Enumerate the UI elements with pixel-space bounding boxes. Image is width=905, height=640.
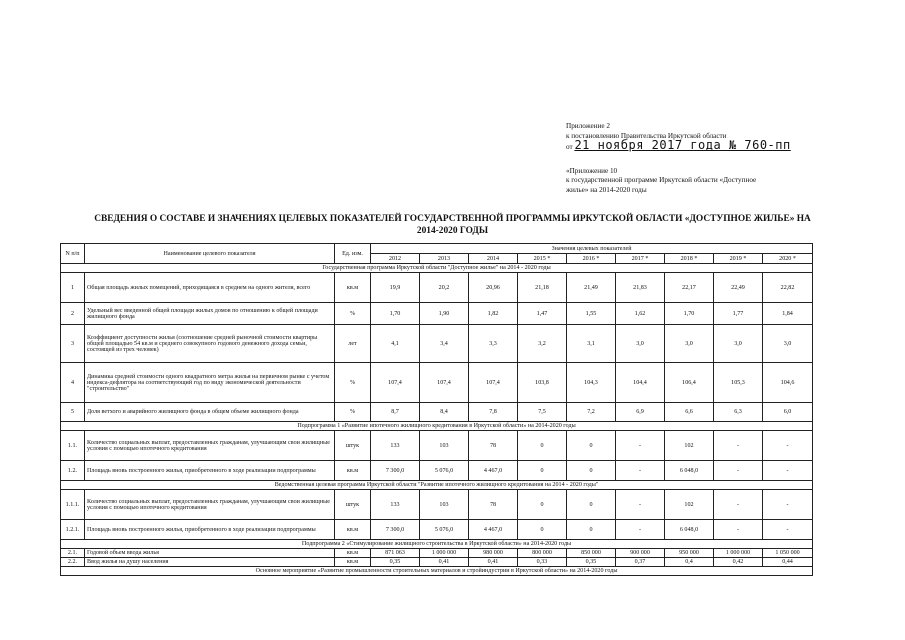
value-cell: 19,9 — [371, 273, 420, 303]
indicator-name: Общая площадь жилых помещений, приходящаяся в среднем на одного жителя, всего — [85, 273, 335, 303]
row-number: 2.2. — [61, 558, 85, 567]
unit-cell: кв.м — [335, 520, 371, 540]
indicator-name: Количество социальных выплат, предоставленных гражданам, улучшающим свои жилищные условия с помощью ипотечного кредитования — [85, 490, 335, 520]
value-cell: - — [714, 520, 763, 540]
value-cell: 900 000 — [616, 549, 665, 558]
value-cell: - — [616, 461, 665, 481]
handwritten-date: 21 ноября 2017 года № 760-пп — [574, 138, 791, 153]
value-cell: - — [714, 431, 763, 461]
value-cell: 5 076,0 — [420, 461, 469, 481]
value-cell: 0,37 — [616, 558, 665, 567]
value-cell: 104,6 — [763, 363, 813, 403]
value-cell: 133 — [371, 431, 420, 461]
section-row — [61, 264, 813, 273]
appendix10-line-3: жилье» на 2014-2020 годы — [566, 185, 647, 194]
value-cell: 7 300,0 — [371, 520, 420, 540]
table-row — [61, 520, 813, 540]
value-cell: 107,4 — [371, 363, 420, 403]
table-row — [61, 303, 813, 325]
year-header-cell: 2013 — [420, 254, 469, 264]
value-cell: 8,7 — [371, 403, 420, 422]
value-cell: 133 — [371, 490, 420, 520]
appendix10-line-2: к государственной программе Иркутской области «Доступное — [566, 176, 757, 185]
section-title: Основное мероприятие «Развитие промышленности строительных материалов и стройиндустрии в Иркутской области» на 2014-2020 годы — [61, 567, 813, 576]
section-title: Государственная программа Иркутской области "Доступное жилье" на 2014 - 2020 годы — [61, 264, 813, 273]
value-cell: 0 — [518, 490, 567, 520]
value-cell: - — [763, 520, 813, 540]
year-header-cell: 2016 * — [567, 254, 616, 264]
row-number: 5 — [61, 403, 85, 422]
value-cell: 0 — [518, 431, 567, 461]
appendix10-line-1: «Приложение 10 — [566, 166, 618, 175]
value-cell: 104,4 — [616, 363, 665, 403]
value-cell: - — [763, 431, 813, 461]
table-row — [61, 325, 813, 363]
value-cell: 3,0 — [665, 325, 714, 363]
table-row — [61, 490, 813, 520]
indicator-name: Площадь вновь построенного жилья, приобретенного в ходе реализации подпрограммы — [85, 461, 335, 481]
table-row — [61, 549, 813, 558]
year-header-cell: 2019 * — [714, 254, 763, 264]
value-cell: 0,41 — [469, 558, 518, 567]
row-number: 1.2.1. — [61, 520, 85, 540]
indicator-name: Годовой объем ввода жилья — [85, 549, 335, 558]
value-cell: 3,0 — [763, 325, 813, 363]
table-row — [61, 558, 813, 567]
value-cell: 8,4 — [420, 403, 469, 422]
value-cell: 1,70 — [371, 303, 420, 325]
value-cell: 21,18 — [518, 273, 567, 303]
value-cell: 106,4 — [665, 363, 714, 403]
section-row — [61, 567, 813, 576]
row-number: 1.2. — [61, 461, 85, 481]
value-cell: 6 048,0 — [665, 461, 714, 481]
value-cell: 22,82 — [763, 273, 813, 303]
table-row — [61, 461, 813, 481]
value-cell: 6,9 — [616, 403, 665, 422]
value-cell: 7 300,0 — [371, 461, 420, 481]
value-cell: 6,0 — [763, 403, 813, 422]
value-cell: 0,33 — [518, 558, 567, 567]
value-cell: 0,4 — [665, 558, 714, 567]
appendix-line-1: Приложение 2 — [566, 122, 610, 130]
value-cell: - — [616, 520, 665, 540]
value-cell: 4 467,0 — [469, 461, 518, 481]
value-cell: 0,44 — [763, 558, 813, 567]
unit-cell: кв.м — [335, 558, 371, 567]
value-cell: 1 050 000 — [763, 549, 813, 558]
value-cell: 0 — [567, 431, 616, 461]
year-header-cell: 2017 * — [616, 254, 665, 264]
title-line-1: СВЕДЕНИЯ О СОСТАВЕ И ЗНАЧЕНИЯХ ЦЕЛЕВЫХ ПОКАЗАТЕЛЕЙ ГОСУДАРСТВЕННОЙ ПРОГРАММЫ ИРКУТСКОЙ ОБЛАСТИ «ДОСТУПНОЕ ЖИЛЬЕ» НА — [94, 214, 811, 224]
indicator-name: Динамика средней стоимости одного квадратного метра жилья на первичном рынке с учетом индекса-дефлятора на соответствующий год по виду экономической деятельности "строительство" — [85, 363, 335, 403]
year-header-cell: 2015 * — [518, 254, 567, 264]
title-line-2: 2014-2020 ГОДЫ — [416, 225, 489, 236]
decree-date-line — [566, 138, 791, 153]
section-row — [61, 422, 813, 431]
value-cell: 78 — [469, 490, 518, 520]
value-cell: 1 000 000 — [420, 549, 469, 558]
indicators-table — [60, 243, 813, 576]
appendix-header — [566, 122, 791, 196]
section-row — [61, 540, 813, 549]
value-cell: 6 048,0 — [665, 520, 714, 540]
value-cell: - — [714, 461, 763, 481]
value-cell: - — [763, 461, 813, 481]
value-cell: 850 000 — [567, 549, 616, 558]
unit-cell: штук — [335, 431, 371, 461]
value-cell: 20,2 — [420, 273, 469, 303]
value-cell: 3,1 — [567, 325, 616, 363]
value-cell: 22,17 — [665, 273, 714, 303]
value-cell: 7,2 — [567, 403, 616, 422]
value-cell: - — [763, 490, 813, 520]
table-row — [61, 431, 813, 461]
section-title: Ведомственная целевая программа Иркутской области "Развитие ипотечного жилищного кредитования на 2014 - 2020 годы" — [61, 481, 813, 490]
table-row — [61, 363, 813, 403]
value-cell: - — [616, 490, 665, 520]
value-cell: 871 063 — [371, 549, 420, 558]
year-header-cell: 2018 * — [665, 254, 714, 264]
col-header-values: Значения целевых показателей — [371, 244, 813, 254]
value-cell: - — [616, 431, 665, 461]
value-cell: 102 — [665, 490, 714, 520]
year-header-cell: 2020 * — [763, 254, 813, 264]
row-number: 1 — [61, 273, 85, 303]
unit-cell: % — [335, 403, 371, 422]
value-cell: 950 000 — [665, 549, 714, 558]
section-title: Подпрограмма 1 «Развитие ипотечного жилищного кредитования в Иркутской области» на 2014-2020 годы — [61, 422, 813, 431]
value-cell: 107,4 — [420, 363, 469, 403]
value-cell: 6,3 — [714, 403, 763, 422]
unit-cell: штук — [335, 490, 371, 520]
indicator-name: Ввод жилья на душу населения — [85, 558, 335, 567]
section-row — [61, 481, 813, 490]
row-number: 1.1. — [61, 431, 85, 461]
value-cell: 102 — [665, 431, 714, 461]
col-header-number: N п/п — [61, 244, 85, 264]
row-number: 3 — [61, 325, 85, 363]
appendix-line-2: к постановлению Правительства Иркутской области — [566, 131, 727, 140]
value-cell: 103 — [420, 490, 469, 520]
value-cell: 103,8 — [518, 363, 567, 403]
value-cell: 103 — [420, 431, 469, 461]
value-cell: 5 076,0 — [420, 520, 469, 540]
value-cell: 22,49 — [714, 273, 763, 303]
unit-cell: лет — [335, 325, 371, 363]
col-header-unit: Ед. изм. — [335, 244, 371, 264]
value-cell: 1,55 — [567, 303, 616, 325]
from-prefix: от — [566, 143, 573, 152]
year-header-cell: 2014 — [469, 254, 518, 264]
value-cell: 0,35 — [567, 558, 616, 567]
indicator-name: Коэффициент доступности жилья (соотношение средней рыночной стоимости квартиры общей площадью 54 кв.м и среднего совокупного годового денежного дохода семьи, состоящей из трех человек) — [85, 325, 335, 363]
table-body — [61, 264, 813, 576]
section-title: Подпрограмма 2 «Стимулирование жилищного строительства в Иркутской области» на 2014-2020 годы — [61, 540, 813, 549]
unit-cell: кв.м — [335, 273, 371, 303]
value-cell: 1,90 — [420, 303, 469, 325]
value-cell: 6,6 — [665, 403, 714, 422]
value-cell: 3,0 — [714, 325, 763, 363]
value-cell: 1,47 — [518, 303, 567, 325]
value-cell: 3,0 — [616, 325, 665, 363]
unit-cell: кв.м — [335, 461, 371, 481]
value-cell: - — [714, 490, 763, 520]
value-cell: 7,8 — [469, 403, 518, 422]
value-cell: 21,83 — [616, 273, 665, 303]
value-cell: 0,42 — [714, 558, 763, 567]
value-cell: 20,96 — [469, 273, 518, 303]
value-cell: 0 — [518, 461, 567, 481]
year-header-cell: 2012 — [371, 254, 420, 264]
table-row — [61, 403, 813, 422]
value-cell: 78 — [469, 431, 518, 461]
indicator-name: Площадь вновь построенного жилья, приобретенного в ходе реализации подпрограммы — [85, 520, 335, 540]
value-cell: 21,49 — [567, 273, 616, 303]
value-cell: 3,3 — [469, 325, 518, 363]
document-title — [0, 214, 905, 237]
value-cell: 1,77 — [714, 303, 763, 325]
value-cell: 1,82 — [469, 303, 518, 325]
value-cell: 0 — [567, 461, 616, 481]
value-cell: 1 000 000 — [714, 549, 763, 558]
value-cell: 4 467,0 — [469, 520, 518, 540]
value-cell: 0,35 — [371, 558, 420, 567]
value-cell: 7,5 — [518, 403, 567, 422]
value-cell: 105,3 — [714, 363, 763, 403]
unit-cell: кв.м — [335, 549, 371, 558]
value-cell: 980 000 — [469, 549, 518, 558]
value-cell: 0,41 — [420, 558, 469, 567]
row-number: 2 — [61, 303, 85, 325]
indicator-name: Доля ветхого и аварийного жилищного фонда в общем объеме жилищного фонда — [85, 403, 335, 422]
value-cell: 0 — [567, 520, 616, 540]
row-number: 4 — [61, 363, 85, 403]
value-cell: 104,3 — [567, 363, 616, 403]
value-cell: 1,84 — [763, 303, 813, 325]
unit-cell: % — [335, 303, 371, 325]
value-cell: 3,2 — [518, 325, 567, 363]
value-cell: 800 000 — [518, 549, 567, 558]
value-cell: 107,4 — [469, 363, 518, 403]
unit-cell: % — [335, 363, 371, 403]
row-number: 1.1.1. — [61, 490, 85, 520]
value-cell: 4,1 — [371, 325, 420, 363]
row-number: 2.1. — [61, 549, 85, 558]
indicator-name: Удельный вес введенной общей площади жилых домов по отношению к общей площади жилищного фонда — [85, 303, 335, 325]
value-cell: 0 — [518, 520, 567, 540]
value-cell: 0 — [567, 490, 616, 520]
table-row — [61, 273, 813, 303]
indicator-name: Количество социальных выплат, предоставленных гражданам, улучшающим свои жилищные условия с помощью ипотечного кредитования — [85, 431, 335, 461]
col-header-name: Наименование целевого показателя — [85, 244, 335, 264]
value-cell: 1,70 — [665, 303, 714, 325]
value-cell: 3,4 — [420, 325, 469, 363]
value-cell: 1,62 — [616, 303, 665, 325]
